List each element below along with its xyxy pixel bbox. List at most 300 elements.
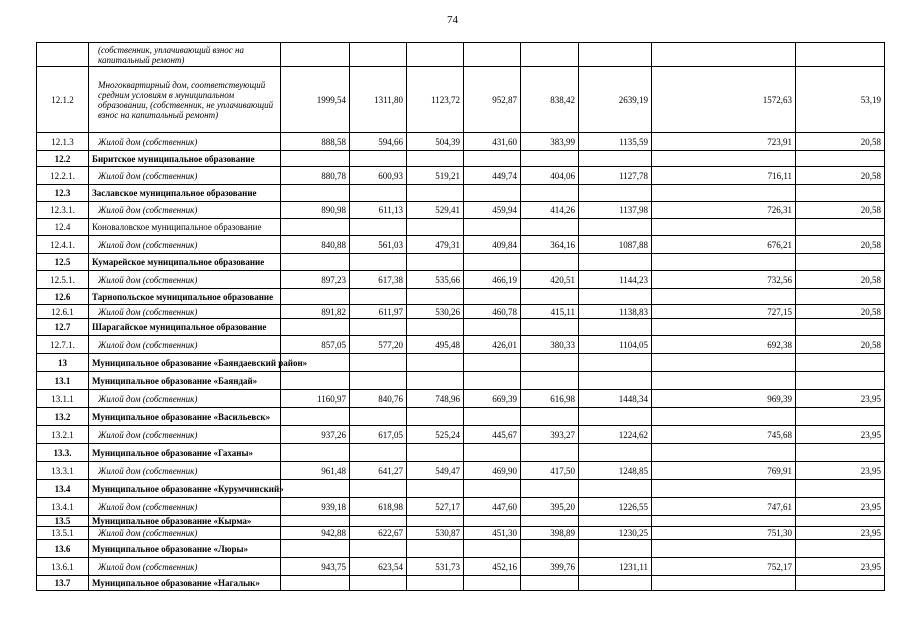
row-name: Заславское муниципальное образование <box>89 185 281 202</box>
value-cell <box>521 408 579 426</box>
row-name: Муниципальное образование «Гаханы» <box>89 444 281 462</box>
row-number <box>37 43 89 67</box>
value-cell <box>464 540 521 558</box>
table-row <box>37 319 885 336</box>
value-cell: 479,31 <box>407 236 464 254</box>
row-name: Жилой дом (собственник) <box>89 426 281 444</box>
table-row <box>37 254 885 271</box>
value-cell <box>464 480 521 498</box>
value-cell: 840,76 <box>350 390 407 408</box>
row-number: 13.7 <box>37 576 89 591</box>
value-cell <box>281 408 350 426</box>
value-cell <box>796 576 885 591</box>
value-cell <box>407 289 464 305</box>
row-name: Муниципальное образование «Кырма» <box>89 516 281 527</box>
value-cell <box>796 372 885 390</box>
table-row <box>37 271 885 289</box>
value-cell: 692,38 <box>652 336 796 354</box>
value-cell: 751,30 <box>652 527 796 540</box>
value-cell: 414,26 <box>521 202 579 219</box>
value-cell: 897,23 <box>281 271 350 289</box>
value-cell: 452,16 <box>464 558 521 576</box>
value-cell <box>464 289 521 305</box>
table-row <box>37 336 885 354</box>
value-cell <box>521 444 579 462</box>
value-cell: 952,87 <box>464 67 521 133</box>
value-cell <box>407 254 464 271</box>
value-cell <box>407 444 464 462</box>
value-cell <box>652 408 796 426</box>
value-cell: 880,78 <box>281 167 350 185</box>
row-number: 12.1.2 <box>37 67 89 133</box>
value-cell: 752,17 <box>652 558 796 576</box>
row-name: Жилой дом (собственник) <box>89 202 281 219</box>
value-cell <box>281 540 350 558</box>
value-cell <box>796 480 885 498</box>
value-cell: 618,98 <box>350 498 407 516</box>
value-cell: 451,30 <box>464 527 521 540</box>
table-row <box>37 133 885 151</box>
value-cell: 23,95 <box>796 390 885 408</box>
value-cell <box>350 576 407 591</box>
value-cell <box>652 185 796 202</box>
table-row <box>37 576 885 591</box>
value-cell: 420,51 <box>521 271 579 289</box>
value-cell <box>407 151 464 167</box>
row-name: Жилой дом (собственник) <box>89 462 281 480</box>
value-cell: 399,76 <box>521 558 579 576</box>
value-cell: 611,97 <box>350 305 407 319</box>
row-number: 12.1.3 <box>37 133 89 151</box>
value-cell <box>350 444 407 462</box>
value-cell <box>281 480 350 498</box>
value-cell: 723,91 <box>652 133 796 151</box>
row-name: Жилой дом (собственник) <box>89 305 281 319</box>
value-cell: 20,58 <box>796 305 885 319</box>
value-cell: 1137,98 <box>579 202 652 219</box>
value-cell <box>796 540 885 558</box>
value-cell: 23,95 <box>796 426 885 444</box>
value-cell <box>796 289 885 305</box>
row-number: 12.4.1. <box>37 236 89 254</box>
value-cell <box>796 354 885 372</box>
row-name: Жилой дом (собственник) <box>89 498 281 516</box>
value-cell: 1230,25 <box>579 527 652 540</box>
value-cell: 20,58 <box>796 202 885 219</box>
value-cell: 1231,11 <box>579 558 652 576</box>
value-cell: 53,19 <box>796 67 885 133</box>
value-cell: 623,54 <box>350 558 407 576</box>
table-row <box>37 167 885 185</box>
value-cell <box>579 43 652 67</box>
row-name: Жилой дом (собственник) <box>89 133 281 151</box>
value-cell: 469,90 <box>464 462 521 480</box>
table-row <box>37 462 885 480</box>
value-cell: 727,15 <box>652 305 796 319</box>
value-cell <box>521 480 579 498</box>
value-cell: 417,50 <box>521 462 579 480</box>
value-cell: 732,56 <box>652 271 796 289</box>
value-cell: 726,31 <box>652 202 796 219</box>
value-cell <box>407 408 464 426</box>
table-row <box>37 498 885 516</box>
value-cell <box>350 219 407 236</box>
value-cell: 669,39 <box>464 390 521 408</box>
value-cell <box>521 319 579 336</box>
value-cell <box>579 372 652 390</box>
row-name: Муниципальное образование «Люры» <box>89 540 281 558</box>
row-name: Тарнопольское муниципальное образование <box>89 289 281 305</box>
value-cell <box>464 372 521 390</box>
row-name: Жилой дом (собственник) <box>89 390 281 408</box>
value-cell <box>521 576 579 591</box>
row-number: 12.7 <box>37 319 89 336</box>
value-cell <box>652 43 796 67</box>
value-cell: 838,42 <box>521 67 579 133</box>
row-name: Биритское муниципальное образование <box>89 151 281 167</box>
value-cell: 939,18 <box>281 498 350 516</box>
value-cell <box>579 219 652 236</box>
value-cell <box>464 185 521 202</box>
value-cell <box>521 516 579 527</box>
value-cell <box>652 372 796 390</box>
value-cell: 20,58 <box>796 336 885 354</box>
value-cell: 641,27 <box>350 462 407 480</box>
value-cell <box>521 43 579 67</box>
value-cell <box>521 540 579 558</box>
value-cell <box>350 43 407 67</box>
value-cell <box>464 408 521 426</box>
value-cell <box>579 319 652 336</box>
row-number: 13.3.1 <box>37 462 89 480</box>
value-cell: 531,73 <box>407 558 464 576</box>
value-cell <box>281 576 350 591</box>
row-number: 12.6 <box>37 289 89 305</box>
value-cell <box>281 185 350 202</box>
row-name: Жилой дом (собственник) <box>89 271 281 289</box>
table-row <box>37 151 885 167</box>
row-name: Муниципальное образование «Васильевск» <box>89 408 281 426</box>
value-cell: 530,87 <box>407 527 464 540</box>
value-cell: 1135,59 <box>579 133 652 151</box>
value-cell <box>652 516 796 527</box>
value-cell <box>652 319 796 336</box>
tariff-table <box>36 42 885 591</box>
row-number: 13.2.1 <box>37 426 89 444</box>
value-cell: 549,47 <box>407 462 464 480</box>
table-row <box>37 426 885 444</box>
value-cell: 426,01 <box>464 336 521 354</box>
value-cell <box>652 254 796 271</box>
value-cell <box>350 151 407 167</box>
value-cell <box>521 219 579 236</box>
table-row <box>37 408 885 426</box>
value-cell: 1226,55 <box>579 498 652 516</box>
row-name: (собственник, уплачивающий взнос на капитальный ремонт) <box>89 43 281 67</box>
value-cell: 961,48 <box>281 462 350 480</box>
value-cell <box>464 354 521 372</box>
value-cell: 611,13 <box>350 202 407 219</box>
value-cell <box>521 254 579 271</box>
value-cell <box>579 354 652 372</box>
value-cell: 466,19 <box>464 271 521 289</box>
value-cell <box>281 289 350 305</box>
table-row <box>37 480 885 498</box>
value-cell <box>579 408 652 426</box>
value-cell: 529,41 <box>407 202 464 219</box>
value-cell <box>579 444 652 462</box>
value-cell: 504,39 <box>407 133 464 151</box>
value-cell: 447,60 <box>464 498 521 516</box>
row-number: 12.2.1. <box>37 167 89 185</box>
value-cell: 495,48 <box>407 336 464 354</box>
value-cell: 460,78 <box>464 305 521 319</box>
table-row <box>37 236 885 254</box>
value-cell <box>407 540 464 558</box>
value-cell: 840,88 <box>281 236 350 254</box>
value-cell <box>407 576 464 591</box>
value-cell <box>407 480 464 498</box>
value-cell <box>796 254 885 271</box>
value-cell: 1311,80 <box>350 67 407 133</box>
table-row <box>37 540 885 558</box>
value-cell: 676,21 <box>652 236 796 254</box>
value-cell <box>350 480 407 498</box>
value-cell: 937,26 <box>281 426 350 444</box>
value-cell: 20,58 <box>796 167 885 185</box>
table-row <box>37 516 885 527</box>
value-cell: 431,60 <box>464 133 521 151</box>
value-cell: 1160,97 <box>281 390 350 408</box>
value-cell <box>579 516 652 527</box>
value-cell: 1999,54 <box>281 67 350 133</box>
value-cell: 600,93 <box>350 167 407 185</box>
value-cell: 716,11 <box>652 167 796 185</box>
page-number: 74 <box>447 14 458 26</box>
value-cell: 1144,23 <box>579 271 652 289</box>
value-cell <box>281 254 350 271</box>
row-number: 13.4.1 <box>37 498 89 516</box>
value-cell: 1127,78 <box>579 167 652 185</box>
row-name: Коноваловское муниципальное образование <box>89 219 281 236</box>
value-cell <box>281 444 350 462</box>
value-cell: 395,20 <box>521 498 579 516</box>
value-cell <box>521 372 579 390</box>
row-number: 12.3.1. <box>37 202 89 219</box>
value-cell: 449,74 <box>464 167 521 185</box>
value-cell: 530,26 <box>407 305 464 319</box>
row-name: Шарагайское муниципальное образование <box>89 319 281 336</box>
table-row <box>37 372 885 390</box>
value-cell <box>407 372 464 390</box>
table-row <box>37 558 885 576</box>
row-number: 13.5.1 <box>37 527 89 540</box>
value-cell: 748,96 <box>407 390 464 408</box>
row-name: Муниципальное образование «Курумчинский» <box>89 480 281 498</box>
value-cell <box>579 480 652 498</box>
value-cell: 409,84 <box>464 236 521 254</box>
row-name: Муниципальное образование «Баяндаевский район» <box>89 354 281 372</box>
value-cell <box>407 319 464 336</box>
value-cell: 622,67 <box>350 527 407 540</box>
value-cell: 1104,05 <box>579 336 652 354</box>
value-cell <box>652 444 796 462</box>
value-cell <box>350 254 407 271</box>
value-cell: 23,95 <box>796 462 885 480</box>
table-row <box>37 43 885 67</box>
row-name: Жилой дом (собственник) <box>89 336 281 354</box>
value-cell <box>281 151 350 167</box>
value-cell: 525,24 <box>407 426 464 444</box>
value-cell <box>652 354 796 372</box>
row-number: 13.1 <box>37 372 89 390</box>
value-cell: 616,98 <box>521 390 579 408</box>
value-cell: 943,75 <box>281 558 350 576</box>
value-cell <box>281 319 350 336</box>
row-number: 13.4 <box>37 480 89 498</box>
value-cell: 1248,85 <box>579 462 652 480</box>
row-name: Жилой дом (собственник) <box>89 236 281 254</box>
value-cell <box>350 289 407 305</box>
value-cell: 380,33 <box>521 336 579 354</box>
table-row <box>37 67 885 133</box>
row-name: Жилой дом (собственник) <box>89 527 281 540</box>
value-cell <box>350 540 407 558</box>
value-cell <box>281 219 350 236</box>
value-cell <box>652 219 796 236</box>
value-cell: 942,88 <box>281 527 350 540</box>
value-cell: 1138,83 <box>579 305 652 319</box>
value-cell <box>796 219 885 236</box>
value-cell: 415,11 <box>521 305 579 319</box>
row-number: 12.6.1 <box>37 305 89 319</box>
value-cell <box>796 444 885 462</box>
value-cell: 890,98 <box>281 202 350 219</box>
row-number: 12.4 <box>37 219 89 236</box>
value-cell: 577,20 <box>350 336 407 354</box>
value-cell <box>407 43 464 67</box>
value-cell <box>464 444 521 462</box>
value-cell <box>464 319 521 336</box>
value-cell <box>407 185 464 202</box>
row-number: 13 <box>37 354 89 372</box>
value-cell <box>350 408 407 426</box>
table-row <box>37 305 885 319</box>
value-cell <box>796 319 885 336</box>
value-cell <box>796 185 885 202</box>
value-cell <box>521 185 579 202</box>
value-cell: 404,06 <box>521 167 579 185</box>
value-cell <box>652 151 796 167</box>
value-cell: 20,58 <box>796 133 885 151</box>
value-cell <box>281 516 350 527</box>
value-cell: 617,38 <box>350 271 407 289</box>
table-row <box>37 354 885 372</box>
value-cell <box>350 516 407 527</box>
value-cell <box>652 480 796 498</box>
row-number: 12.3 <box>37 185 89 202</box>
value-cell <box>579 576 652 591</box>
value-cell <box>652 576 796 591</box>
value-cell <box>281 43 350 67</box>
value-cell <box>579 151 652 167</box>
value-cell: 594,66 <box>350 133 407 151</box>
value-cell <box>407 219 464 236</box>
value-cell: 2639,19 <box>579 67 652 133</box>
value-cell: 969,39 <box>652 390 796 408</box>
value-cell <box>521 289 579 305</box>
value-cell <box>521 354 579 372</box>
value-cell: 1087,88 <box>579 236 652 254</box>
value-cell <box>464 151 521 167</box>
value-cell: 617,05 <box>350 426 407 444</box>
row-name: Жилой дом (собственник) <box>89 167 281 185</box>
row-number: 13.5 <box>37 516 89 527</box>
value-cell: 459,94 <box>464 202 521 219</box>
value-cell: 1224,62 <box>579 426 652 444</box>
row-number: 12.7.1. <box>37 336 89 354</box>
row-number: 13.6 <box>37 540 89 558</box>
row-name: Муниципальное образование «Баяндай» <box>89 372 281 390</box>
table-row <box>37 219 885 236</box>
row-number: 12.5.1. <box>37 271 89 289</box>
value-cell: 383,99 <box>521 133 579 151</box>
row-number: 13.2 <box>37 408 89 426</box>
value-cell: 769,91 <box>652 462 796 480</box>
value-cell <box>407 516 464 527</box>
value-cell: 891,82 <box>281 305 350 319</box>
value-cell: 445,67 <box>464 426 521 444</box>
value-cell: 23,95 <box>796 498 885 516</box>
row-number: 13.3. <box>37 444 89 462</box>
value-cell: 857,05 <box>281 336 350 354</box>
table-row <box>37 185 885 202</box>
value-cell: 527,17 <box>407 498 464 516</box>
value-cell <box>464 43 521 67</box>
row-name: Кумарейское муниципальное образование <box>89 254 281 271</box>
value-cell <box>281 372 350 390</box>
value-cell <box>521 151 579 167</box>
table-row <box>37 202 885 219</box>
value-cell <box>579 254 652 271</box>
value-cell: 364,16 <box>521 236 579 254</box>
value-cell <box>350 354 407 372</box>
value-cell: 20,58 <box>796 236 885 254</box>
value-cell: 398,89 <box>521 527 579 540</box>
value-cell: 535,66 <box>407 271 464 289</box>
value-cell <box>796 151 885 167</box>
value-cell: 23,95 <box>796 527 885 540</box>
value-cell <box>652 540 796 558</box>
value-cell <box>464 219 521 236</box>
table-row <box>37 527 885 540</box>
value-cell <box>350 319 407 336</box>
table-row <box>37 390 885 408</box>
value-cell <box>796 516 885 527</box>
value-cell <box>464 254 521 271</box>
value-cell <box>464 516 521 527</box>
value-cell: 745,68 <box>652 426 796 444</box>
value-cell <box>796 43 885 67</box>
value-cell <box>652 289 796 305</box>
row-name: Жилой дом (собственник) <box>89 558 281 576</box>
value-cell: 561,03 <box>350 236 407 254</box>
value-cell <box>579 185 652 202</box>
row-number: 12.5 <box>37 254 89 271</box>
value-cell: 1572,63 <box>652 67 796 133</box>
value-cell: 747,61 <box>652 498 796 516</box>
table-row <box>37 444 885 462</box>
